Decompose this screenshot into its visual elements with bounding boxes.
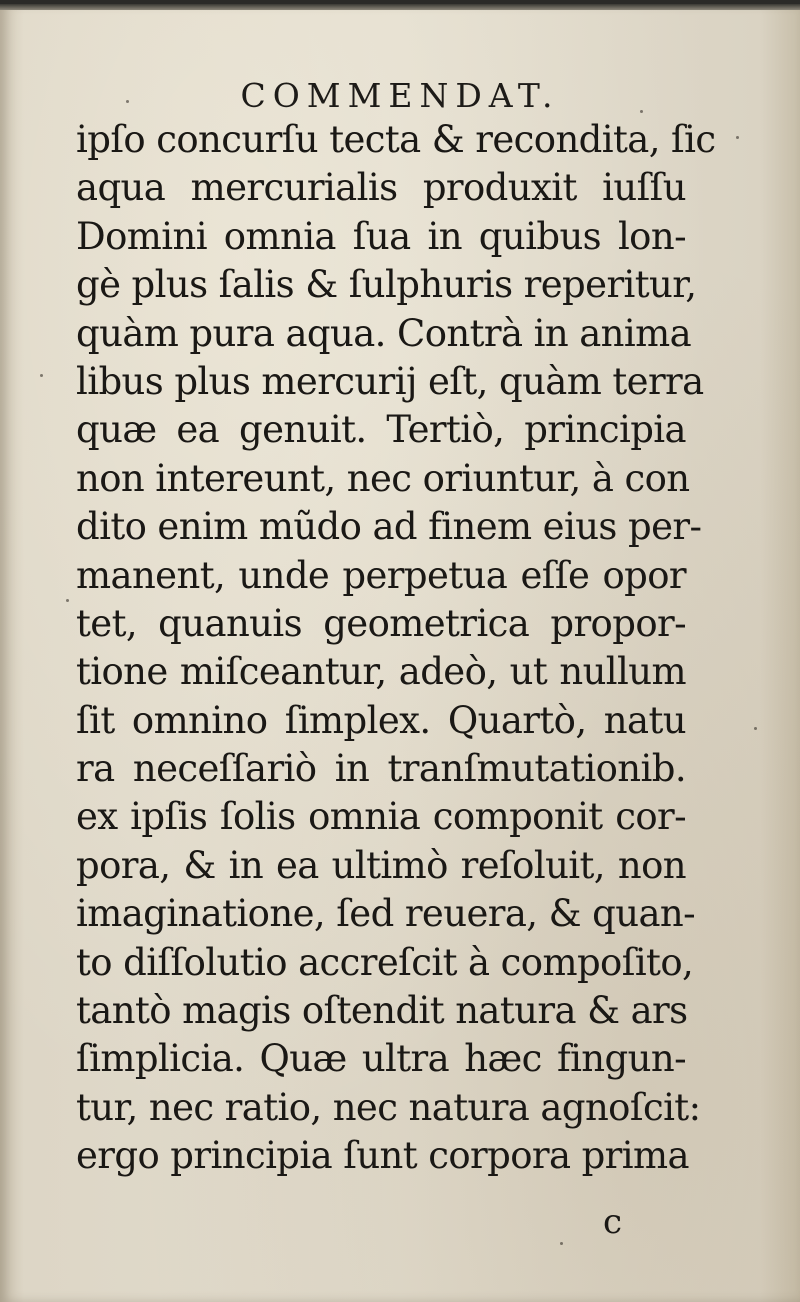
text-line: quæ ea genuit. Tertiò, principia xyxy=(76,408,686,452)
text-line: imaginatione, ſed reuera, & quan- xyxy=(76,892,696,936)
paper-speck xyxy=(40,374,43,377)
text-line: ex ipſis ſolis omnia componit cor- xyxy=(76,795,686,839)
text-line: tur, nec ratio, nec natura agnoſcit: xyxy=(76,1085,701,1129)
page-top-edge xyxy=(0,4,800,10)
paper-speck xyxy=(126,100,129,103)
signature-mark: c xyxy=(603,1202,623,1242)
text-line: gè plus ſalis & ſulphuris reperitur, xyxy=(76,263,697,307)
running-header: COMMENDAT. xyxy=(240,76,560,115)
text-line: pora, & in ea ultimò reſoluit, non xyxy=(76,843,686,887)
text-line: ergo principia ſunt corpora prima xyxy=(76,1134,689,1178)
text-line: tet, quanuis geometrica propor- xyxy=(76,601,686,645)
paper-speck xyxy=(754,727,757,730)
paper-speck xyxy=(560,1242,563,1245)
text-line: ra neceſſariò in tranſmutationib. xyxy=(76,747,686,791)
text-line: aqua mercurialis produxit iuſſu xyxy=(76,166,686,210)
text-line: to diſſolutio accreſcit à compoſito, xyxy=(76,940,694,984)
text-line: quàm pura aqua. Contrà in anima xyxy=(76,311,692,355)
text-line: non intereunt, nec oriuntur, à con xyxy=(76,456,690,500)
paper-speck xyxy=(736,136,739,139)
book-page xyxy=(0,4,800,1302)
body-text xyxy=(76,116,716,1181)
text-line: libus plus mercurij eſt, quàm terra xyxy=(76,359,704,403)
text-line: tantò magis oſtendit natura & ars xyxy=(76,989,688,1033)
paper-speck xyxy=(640,110,643,113)
text-line: Domini omnia ſua in quibus lon- xyxy=(76,214,686,258)
text-line: ſimplicia. Quæ ultra hæc fingun- xyxy=(76,1037,686,1081)
text-line: tione miſceantur, adeò, ut nullum xyxy=(76,650,686,694)
text-line: ſit omnino ſimplex. Quartò, natu xyxy=(76,698,686,742)
text-line: ipſo concurſu tecta & recondita, ſic xyxy=(76,118,716,161)
text-line: dito enim mũdo ad finem eius per- xyxy=(76,505,702,549)
text-line: manent, unde perpetua eſſe opor xyxy=(76,553,686,597)
paper-speck xyxy=(66,599,69,602)
